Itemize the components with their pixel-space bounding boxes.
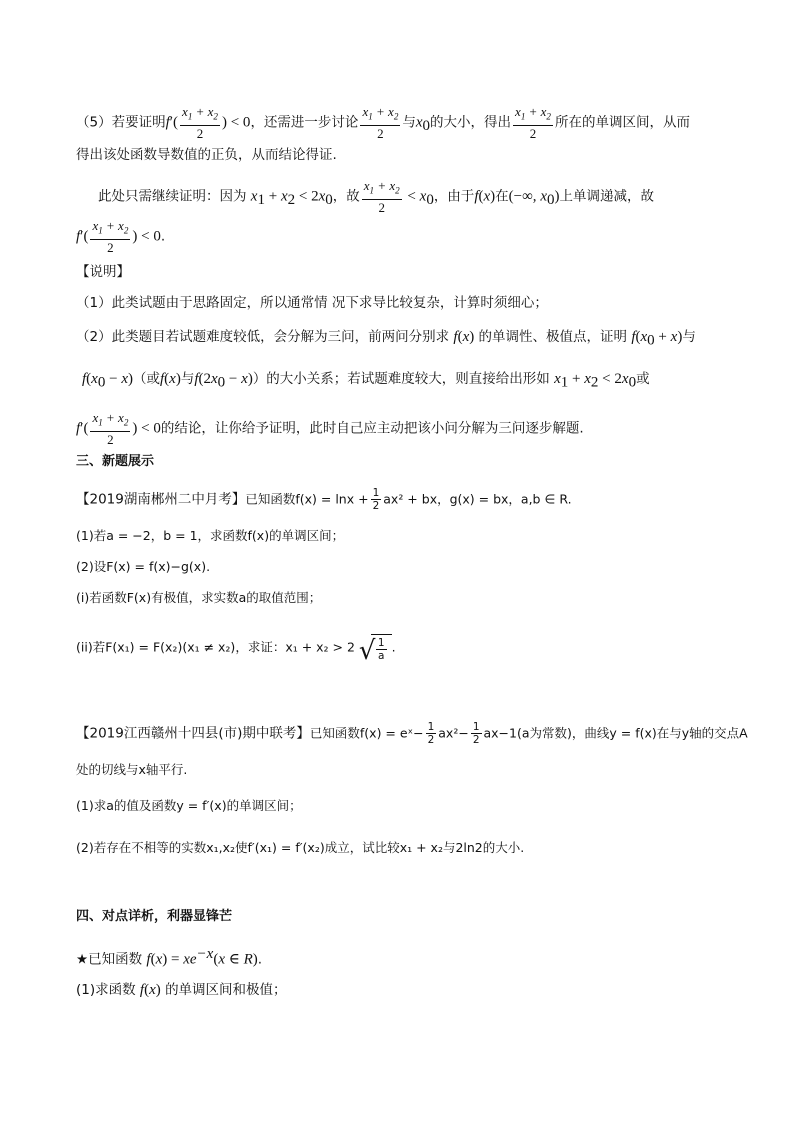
text: .: [391, 639, 396, 655]
q1-part3: (i)若函数F(x)有极值，求实数a的取值范围；: [76, 590, 322, 605]
q2-part2: (2)若存在不相等的实数x₁,x₂使f′(x₁) = f′(x₂)成立，试比较x₁ + x₂与2ln2的大小.: [76, 840, 525, 855]
q1-source: 【2019湖南郴州二中月考】: [76, 491, 246, 508]
sec4-star: ★已知函数 $f(x) = xe^{-x}(x$ ∈ R).: [76, 946, 263, 968]
section-4-title: 四、对点详析，利器显锋芒: [76, 909, 233, 924]
note-3: $f(x_0 - x)$（或f(x)与$f(2x_0 - x)$）的大小关系；若试题难度较大，则直接给出形如 $x_1 + x_2 < 2x_0$或: [82, 371, 650, 391]
text: 与: [402, 114, 416, 131]
text: 的结论，让你给予证明，此时自己应主动把该小问分解为三问逐步解题.: [160, 420, 584, 437]
text: ax² + bx，g(x) = bx，a,b ∈ R.: [383, 491, 572, 507]
text: 或: [636, 371, 650, 387]
text: 已知函数f(x) = eˣ−: [309, 725, 424, 741]
text: 与: [180, 371, 195, 387]
note-2: （2）此类题目若试题难度较低，会分解为三问，前两问分别求 f(x) 的单调性、极值点，证明 $f(x_0 + x)$与: [76, 329, 696, 349]
text: 在: [495, 188, 509, 205]
text: （5）若要证明: [76, 114, 166, 131]
q2-line2: 处的切线与x轴平行.: [76, 762, 188, 777]
text: 此处只需继续证明：因为: [98, 188, 247, 205]
text: ★已知函数: [76, 951, 143, 968]
text: .: [257, 951, 263, 968]
text: (1)求函数: [76, 982, 136, 998]
text: 的单调区间和极值；: [165, 982, 287, 998]
text: (ii)若F(x₁) = F(x₂)(x₁ ≠ x₂)，求证：x₁ + x₂ > 2: [76, 639, 355, 655]
sqrt-symbol: √ $\frac{1}{a}$: [359, 634, 392, 662]
q2-source: 【2019江西赣州十四县(市)期中联考】: [76, 725, 310, 742]
text: （2）此类题目若试题难度较低，会分解为三问，前两问分别求: [76, 329, 450, 345]
sec4-part1: (1)求函数 f(x) 的单调区间和极值；: [76, 982, 287, 998]
text: 所在的单调区间，从而: [554, 114, 690, 131]
text: 已知函数f(x) = lnx +: [245, 491, 369, 507]
p5-line2: 得出该处函数导数值的正负，从而结论得证.: [76, 147, 337, 163]
section-3-title: 三、新题展示: [76, 454, 155, 469]
cont-line2: f′( $\frac{x_1 + x_2}{2}$ ) < 0.: [76, 218, 166, 255]
text: 上单调递减，故: [559, 188, 654, 205]
p5-line1: （5）若要证明f′( $\frac{x_1 + x_2}{2}$ ) < 0，还需进一步讨论 $\frac{x_1 + x_2}{2}$ 与$x_0$的大小，得出 $\frac{x_1 + x_2}{2}$ 所在的单调区间，从而: [76, 104, 690, 141]
note-4: f′( $\frac{x_1 + x_2}{2}$ ) < 0的结论，让你给予证明，此时自己应主动把该小问分解为三问逐步解题.: [76, 410, 584, 447]
q2-stem: 【2019江西赣州十四县(市)期中联考】已知函数f(x) = eˣ− $\frac{1}{2}$ ax²− $\frac{1}{2}$ ax−1(a为常数)，曲线y = f(x)在与y轴的交点A: [76, 721, 748, 746]
text: 与: [682, 329, 696, 345]
text: ，故: [332, 188, 360, 205]
text: ，还需进一步讨论: [250, 114, 359, 131]
cont-line1: 此处只需继续证明：因为 $x_1 + x_2 < 2x_0$，故 $\frac{x_1 + x_2}{2}$ < $x_0$，由于f(x)在(−∞, $x_0$)上单调递减，故: [98, 178, 654, 215]
text: 的单调性、极值点，证明: [478, 329, 628, 345]
q1-part2: (2)设F(x) = f(x)−g(x).: [76, 559, 211, 574]
text: .: [160, 228, 166, 245]
text: ax²−: [438, 725, 469, 741]
q1-part4: [76, 634, 396, 666]
q1-stem: 【2019湖南郴州二中月考】已知函数f(x) = lnx + $\frac{1}{2}$ ax² + bx，g(x) = bx，a,b ∈ R.: [76, 487, 572, 512]
note-title: 【说明】: [76, 264, 130, 280]
q2-part1: (1)求a的值及函数y = f′(x)的单调区间；: [76, 798, 302, 813]
text: ax−1(a为常数)，曲线y = f(x)在与y轴的交点A: [483, 725, 748, 741]
q1-part1: (1)若a = −2，b = 1，求函数f(x)的单调区间；: [76, 528, 345, 543]
text: （或: [132, 371, 160, 387]
note-1: （1）此类试题由于思路固定，所以通常情 况下求导比较复杂，计算时须细心；: [76, 295, 548, 311]
text: ）的大小关系；若试题难度较大，则直接给出形如: [252, 371, 550, 387]
text: ，由于: [433, 188, 475, 205]
text: 的大小，得出: [430, 114, 512, 131]
